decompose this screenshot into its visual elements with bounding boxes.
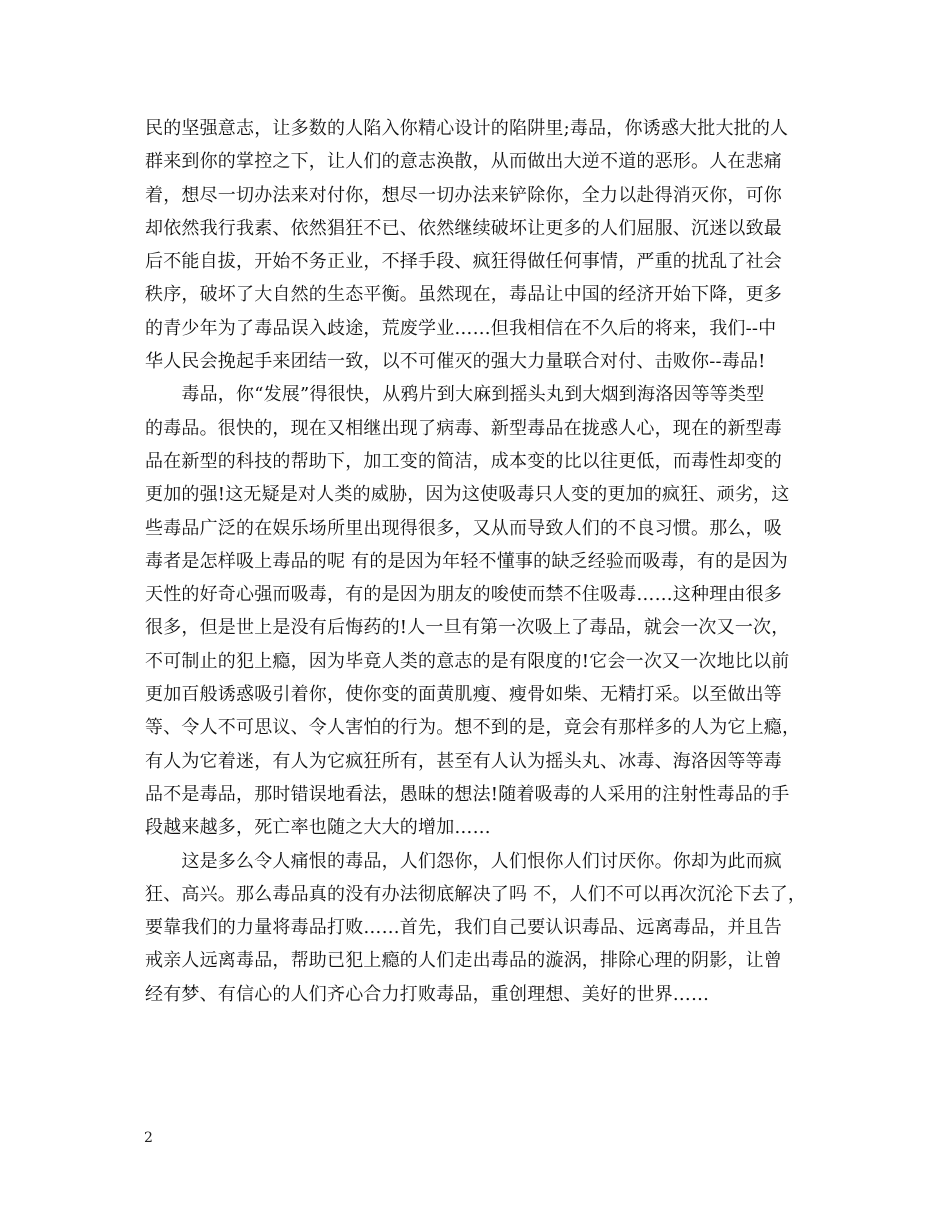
- text-line: 段越来越多，死亡率也随之大大的增加……: [145, 817, 491, 839]
- text-line: 秩序，破坏了大自然的生态平衡。虽然现在，毒品让中国的经济开始下降，更多: [145, 284, 782, 306]
- text-line: 品在新型的科技的帮助下，加工变的简洁，成本变的比以往更低，而毒性却变的: [145, 450, 782, 472]
- text-line: 更加百般诱惑吸引着你，使你变的面黄肌瘦、瘦骨如柴、无精打采。以至做出等: [145, 684, 782, 706]
- text-line: 经有梦、有信心的人们齐心合力打败毒品，重创理想、美好的世界……: [145, 983, 710, 1005]
- text-line: 品不是毒品，那时错误地看法，愚昧的想法!随着吸毒的人采用的注射性毒品的手: [145, 783, 790, 805]
- text-line: 着，想尽一切办法来对付你，想尽一切办法来铲除你，全力以赴得消灭你，可你: [145, 184, 782, 206]
- text-line: 后不能自拔，开始不务正业，不择手段、疯狂得做任何事情，严重的扰乱了社会: [145, 251, 782, 273]
- text-line: 等、令人不可思议、令人害怕的行为。想不到的是，竟会有那样多的人为它上瘾，: [145, 717, 801, 739]
- text-line: 很多，但是世上是没有后悔药的!人一旦有第一次吸上了毒品，就会一次又一次，: [145, 617, 790, 639]
- text-line: 民的坚强意志，让多数的人陷入你精心设计的陷阱里;毒品，你诱惑大批大批的人: [145, 118, 789, 139]
- text-line: 这是多么令人痛恨的毒品，人们怨你，人们恨你人们讨厌你。你却为此而疯: [145, 850, 782, 872]
- body-text: [145, 112, 825, 1011]
- text-line: 毒品，你“发展”得很快，从鸦片到大麻到摇头丸到大烟到海洛因等等类型: [145, 384, 765, 406]
- text-line: 些毒品广泛的在娱乐场所里出现得很多，又从而导致人们的不良习惯。那么，吸: [145, 517, 782, 539]
- text-line: 天性的好奇心强而吸毒，有的是因为朋友的唆使而禁不住吸毒……这种理由很多: [145, 584, 782, 606]
- text-line: 毒者是怎样吸上毒品的呢 有的是因为年轻不懂事的缺乏经验而吸毒，有的是因为: [145, 550, 788, 572]
- text-line: 的青少年为了毒品误入歧途，荒废学业……但我相信在不久后的将来，我们--中: [145, 317, 777, 339]
- text-line: 的毒品。很快的，现在又相继出现了病毒、新型毒品在拢惑人心，现在的新型毒: [145, 417, 782, 439]
- text-line: 更加的强!这无疑是对人类的威胁，因为这使吸毒只人变的更加的疯狂、顽劣，这: [145, 484, 790, 506]
- text-line: 华人民会挽起手来团结一致，以不可催灭的强大力量联合对付、击败你--毒品!: [145, 351, 766, 373]
- text-line: 要靠我们的力量将毒品打败……首先，我们自己要认识毒品、远离毒品，并且告: [145, 917, 782, 939]
- text-line: 有人为它着迷，有人为它疯狂所有，甚至有人认为摇头丸、冰毒、海洛因等等毒: [145, 750, 782, 772]
- text-line: 狂、高兴。那么毒品真的没有办法彻底解决了吗 不，人们不可以再次沉沦下去了，: [145, 883, 807, 905]
- page-number: 2: [144, 1130, 153, 1146]
- text-line: 不可制止的犯上瘾，因为毕竟人类的意志的是有限度的!它会一次又一次地比以前: [145, 650, 790, 672]
- text-line: 却依然我行我素、依然猖狂不已、依然继续破坏让更多的人们屈服、沉迷以致最: [145, 217, 782, 239]
- text-line: 戒亲人远离毒品，帮助已犯上瘾的人们走出毒品的漩涡，排除心理的阴影，让曾: [145, 950, 782, 972]
- text-line: 群来到你的掌控之下，让人们的意志涣散，从而做出大逆不道的恶形。人在悲痛: [145, 151, 782, 173]
